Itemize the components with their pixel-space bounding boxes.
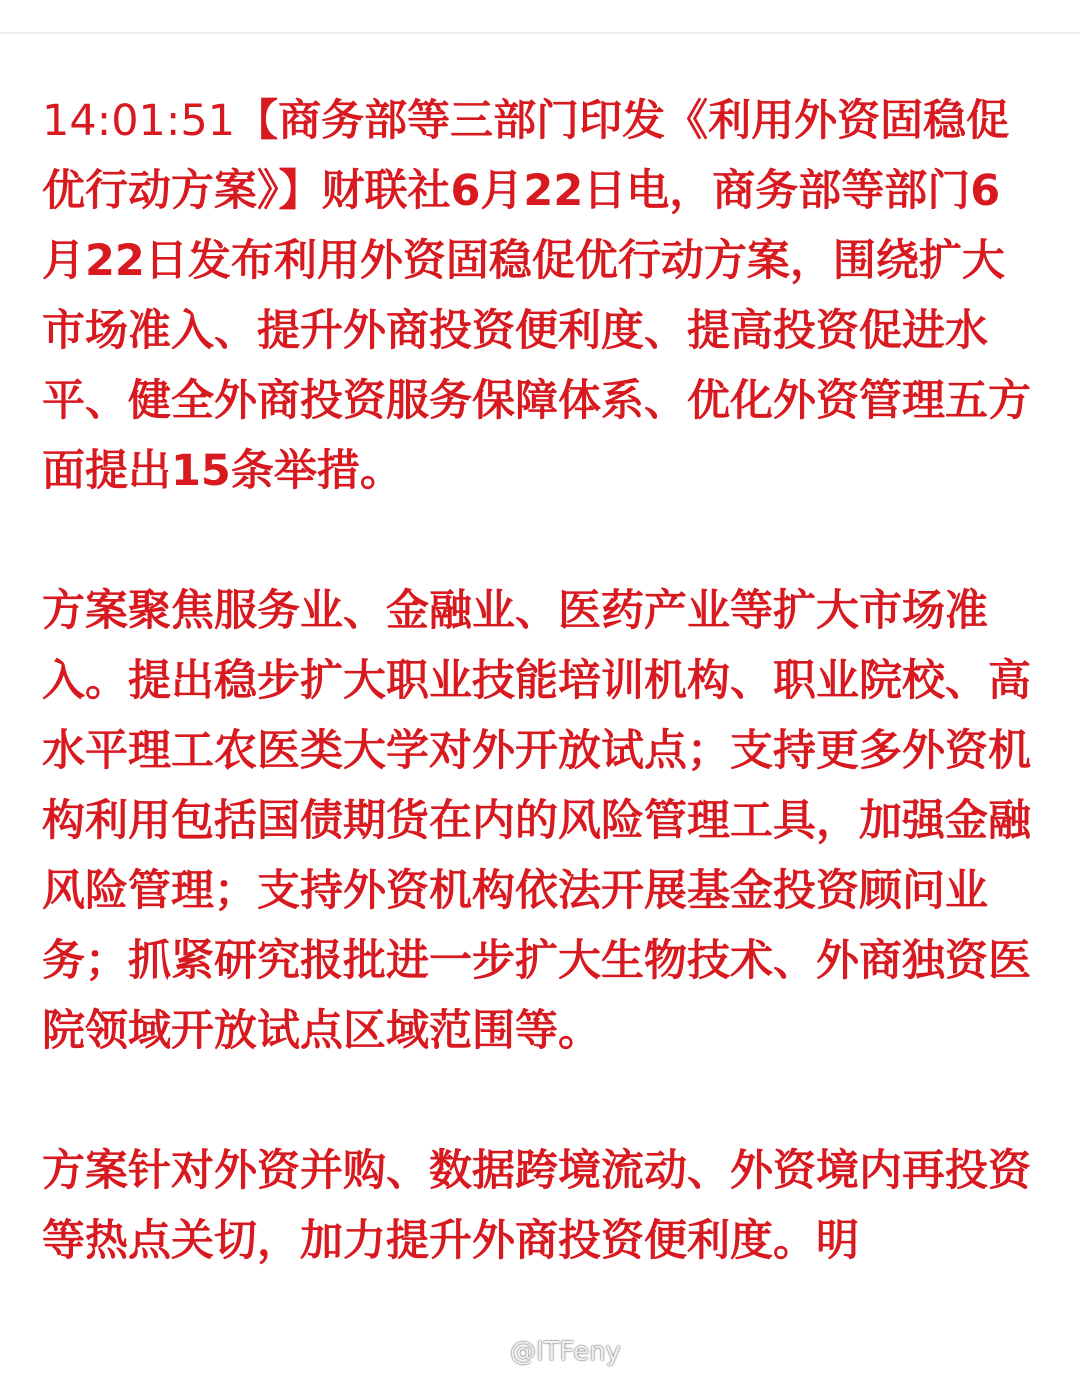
news-article — [42, 86, 1032, 1346]
article-paragraph-1 — [42, 86, 1032, 506]
top-divider — [0, 32, 1080, 34]
article-paragraph-2: 方案聚焦服务业、金融业、医药产业等扩大市场准入。提出稳步扩大职业技能培训机构、职业院校、高水平理工农医类大学对外开放试点；支持更多外资机构利用包括国债期货在内的风险管理工具，加强金融风险管理；支持外资机构依法开展基金投资顾问业务；抓紧研究报批进一步扩大生物技术、外商独资医院领域开放试点区域范围等。 — [42, 586, 1031, 1056]
weibo-logo-icon — [470, 1338, 504, 1366]
article-paragraph-3: 方案针对外资并购、数据跨境流动、外资境内再投资等热点关切，加力提升外商投资便利度。明 — [42, 1146, 1031, 1266]
news-headline: 【商务部等三部门印发《利用外资固稳促优行动方案》】 — [42, 96, 1010, 216]
news-timestamp: 14:01:51 — [42, 96, 236, 146]
article-lead-text: 财联社6月22日电，商务部等部门6月22日发布利用外资固稳促优行动方案，围绕扩大市场准入、提升外商投资便利度、提高投资促进水平、健全外商投资服务保障体系、优化外资管理五方面提出15条举措。 — [42, 166, 1031, 496]
watermark-handle: @ITFeny — [510, 1337, 621, 1367]
weibo-watermark — [470, 1330, 621, 1374]
